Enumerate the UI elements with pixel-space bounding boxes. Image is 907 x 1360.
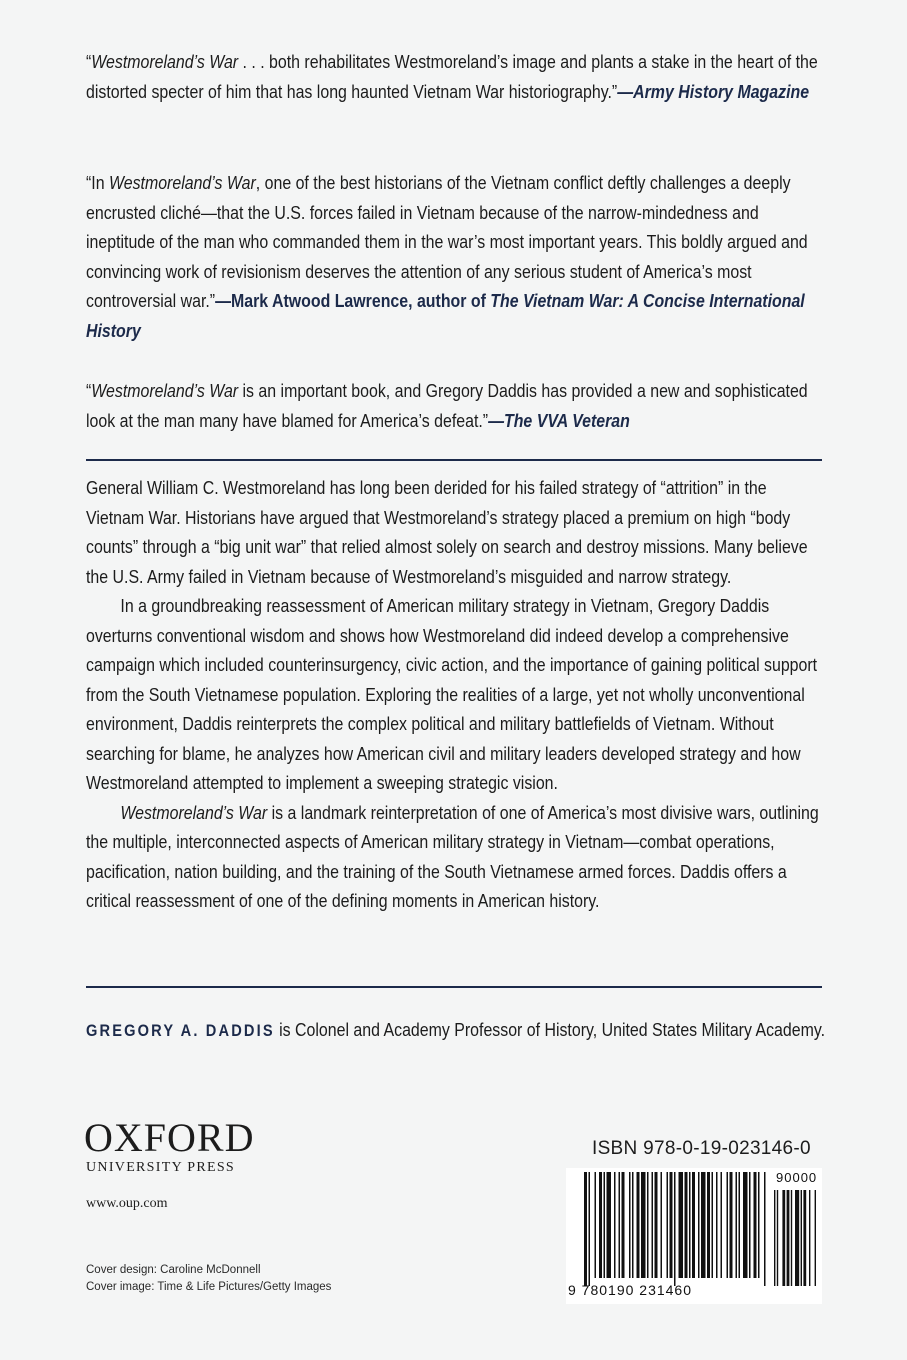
barcode-bar: [721, 1172, 723, 1278]
barcode-bar: [701, 1172, 706, 1278]
book-title-italic: Westmoreland’s War: [91, 380, 239, 401]
barcode-addon-bar: [782, 1190, 785, 1286]
description-paragraph-3: [86, 798, 826, 916]
barcode-bar: [622, 1172, 625, 1278]
barcode-price-code: 90000: [776, 1170, 818, 1185]
barcode-bar: [632, 1172, 634, 1278]
barcode-bar: [707, 1172, 710, 1278]
description-paragraph-3-text: is a landmark reinterpretation of one of America’s most divisive wars, outlining the multiple, interconnected aspects of American military strategy in Vietnam—combat operations, pacification, nation building, and the training of the South Vietnamese armed forces. Daddis offers a critical reassessment of one of the defining moments in American history.: [86, 801, 819, 911]
barcode-addon-bar: [774, 1190, 775, 1286]
barcode-bar: [698, 1172, 700, 1278]
barcode-addon-bar: [777, 1190, 778, 1286]
book-title-italic: Westmoreland’s War: [120, 801, 268, 823]
review-quote-3: [86, 376, 826, 435]
quote-text: . . . both rehabilitates Westmoreland’s image and plants a stake in the heart of the distorted specter of him that has long haunted Vietnam War historiography.”: [86, 51, 818, 102]
quote-open: “: [86, 380, 92, 401]
barcode-bar: [604, 1172, 606, 1278]
barcode-bar: [595, 1172, 597, 1278]
barcode-bar: [764, 1172, 766, 1286]
barcode-bar: [685, 1172, 688, 1278]
barcode-bar: [727, 1172, 729, 1278]
barcode-bar: [614, 1172, 616, 1278]
quote-attribution: —The VVA Veteran: [488, 409, 630, 431]
author-name: GREGORY A. DADDIS: [86, 1021, 275, 1040]
barcode-bar: [655, 1172, 658, 1278]
book-description: [86, 473, 826, 916]
barcode-bar: [584, 1172, 587, 1286]
barcode-addon-bar: [803, 1190, 806, 1286]
barcode-bar: [629, 1172, 631, 1278]
quote-attribution-title: The Vietnam War: A Concise International History: [86, 290, 805, 341]
book-title-italic: Westmoreland’s War: [108, 172, 256, 193]
cover-credits: [86, 1262, 331, 1296]
barcode-bar: [689, 1172, 691, 1278]
quote-text: , one of the best historians of the Vietnam conflict deftly challenges a deeply encrusted cliché—that the U.S. forces failed in Vietnam because of the narrow-mindedness and ineptitude of the man who commanded them in the war’s most important years. This boldly argued and convincing work of revisionism deserves the attention of any serious student of America’s most controversial war.”: [86, 172, 808, 311]
cover-image-credit: Cover image: Time & Life Pictures/Getty Images: [86, 1281, 332, 1293]
description-paragraph-2: In a groundbreaking reassessment of American military strategy in Vietnam, Gregory Daddis overturns conventional wisdom and shows how Westmoreland did indeed develop a comprehensive campaign which included counterinsurgency, civic action, and the importance of gaining political support from the South Vietnamese population. Exploring the realities of a large, yet not wholly unconventional environment, Daddis reinterprets the complex political and military battlefields of Vietnam. Without searching for blame, he analyzes how American civil and military leaders developed strategy and how Westmoreland attempted to implement a sweeping strategic vision.: [86, 595, 818, 793]
barcode-addon-bar: [801, 1190, 802, 1286]
barcode: [566, 1168, 822, 1304]
barcode-bar: [652, 1172, 654, 1278]
description-paragraph-1: General William C. Westmoreland has long been derided for his failed strategy of “attrition” in the Vietnam War. Historians have argued that Westmoreland’s strategy placed a premium on high “body counts” through a “big unit war” that relied almost solely on search and destroy missions. Many believe the U.S. Army failed in Vietnam because of Westmoreland’s misguided and narrow strategy.: [86, 477, 808, 587]
publisher-url[interactable]: www.oup.com: [86, 1196, 168, 1211]
barcode-digits: 9 780190 231460: [568, 1282, 692, 1298]
barcode-bar: [589, 1172, 591, 1286]
barcode-bar: [637, 1172, 640, 1278]
divider-bottom: [86, 986, 822, 988]
barcode-bar: [736, 1172, 738, 1278]
quote-open: “In: [86, 172, 109, 193]
barcode-bar: [674, 1172, 676, 1286]
barcode-bar: [661, 1172, 663, 1278]
barcode-bar: [739, 1172, 741, 1278]
quote-open: “: [86, 51, 92, 72]
publisher-subtitle: UNIVERSITY PRESS: [86, 1160, 236, 1175]
barcode-addon-bar: [787, 1190, 790, 1286]
barcode-bar: [679, 1172, 684, 1278]
quote-attribution: —Army History Magazine: [617, 80, 810, 102]
divider-top: [86, 459, 822, 461]
cover-design-credit: Cover design: Caroline McDonnell: [86, 1264, 261, 1276]
barcode-bar: [619, 1172, 621, 1278]
review-quote-2: [86, 168, 826, 345]
barcode-addon-bar: [795, 1190, 799, 1286]
book-title-italic: Westmoreland’s War: [91, 51, 239, 72]
author-bio-text: is Colonel and Academy Professor of History, United States Military Academy.: [274, 1019, 826, 1040]
barcode-bar: [716, 1172, 718, 1278]
review-quote-1: [86, 47, 826, 106]
barcode-bar: [692, 1172, 695, 1278]
barcode-bar: [599, 1172, 602, 1278]
barcode-bar: [667, 1172, 669, 1278]
author-bio: [86, 1015, 826, 1046]
publisher-logo: OXFORD: [84, 1115, 255, 1160]
barcode-bar: [749, 1172, 751, 1278]
barcode-addon-bar: [815, 1190, 816, 1286]
quote-text: is an important book, and Gregory Daddis has provided a new and sophisticated look at the man many have blamed for America’s defeat.”: [86, 380, 808, 431]
barcode-bar: [641, 1172, 646, 1278]
quote-attribution: —Mark Atwood Lawrence, author of: [215, 290, 486, 311]
barcode-addon-bar: [791, 1190, 792, 1286]
barcode-bar: [670, 1172, 673, 1278]
barcode-bar: [730, 1172, 733, 1278]
barcode-bar: [758, 1172, 760, 1278]
isbn-label: ISBN 978-0-19-023146-0: [592, 1138, 811, 1159]
barcode-addon-bar: [809, 1190, 810, 1286]
barcode-bar: [647, 1172, 649, 1278]
barcode-bar: [743, 1172, 748, 1278]
barcode-bar: [712, 1172, 714, 1278]
barcode-bar: [607, 1172, 612, 1278]
barcode-bar: [754, 1172, 757, 1278]
